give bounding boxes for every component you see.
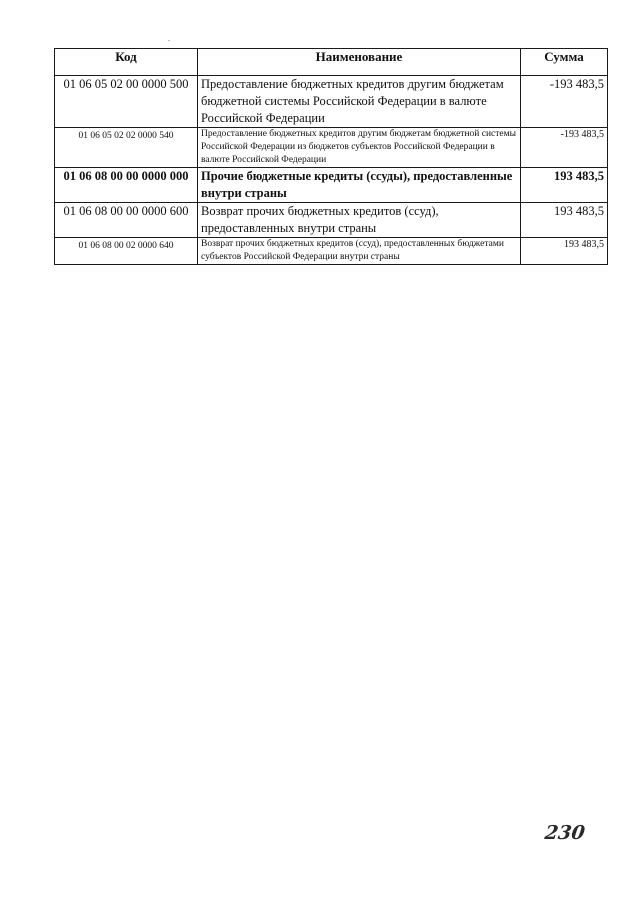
row-sum: -193 483,5 (521, 76, 608, 128)
row-name: Предоставление бюджетных кредитов другим бюджетам бюджетной системы Российской Федерации в валюте Российской Федерации (198, 76, 521, 128)
row-name: Возврат прочих бюджетных кредитов (ссуд), предоставленных внутри страны (198, 203, 521, 238)
row-code: 01 06 08 00 00 0000 600 (55, 203, 198, 238)
row-code: 01 06 08 00 02 0000 640 (55, 238, 198, 265)
table-row (55, 128, 608, 168)
header-code: Код (55, 49, 198, 76)
page-number: 230 (543, 822, 587, 844)
table-row (55, 168, 608, 203)
row-code: 01 06 08 00 00 0000 000 (55, 168, 198, 203)
table-row (55, 76, 608, 128)
scan-speck (168, 40, 170, 41)
row-name: Предоставление бюджетных кредитов другим бюджетам бюджетной системы Российской Федерации из бюджетов субъектов Российской Федерации в валюте Российской Федерации (198, 128, 521, 168)
row-code: 01 06 05 02 00 0000 500 (55, 76, 198, 128)
row-code: 01 06 05 02 02 0000 540 (55, 128, 198, 168)
header-name: Наименование (198, 49, 521, 76)
row-sum: -193 483,5 (521, 128, 608, 168)
budget-table (54, 48, 608, 265)
header-sum: Сумма (521, 49, 608, 76)
row-sum: 193 483,5 (521, 168, 608, 203)
table-header-row (55, 49, 608, 76)
row-sum: 193 483,5 (521, 203, 608, 238)
table-row (55, 238, 608, 265)
table-row (55, 203, 608, 238)
row-name: Возврат прочих бюджетных кредитов (ссуд), предоставленных бюджетами субъектов Российской Федерации внутри страны (198, 238, 521, 265)
row-sum: 193 483,5 (521, 238, 608, 265)
row-name: Прочие бюджетные кредиты (ссуды), предоставленные внутри страны (198, 168, 521, 203)
